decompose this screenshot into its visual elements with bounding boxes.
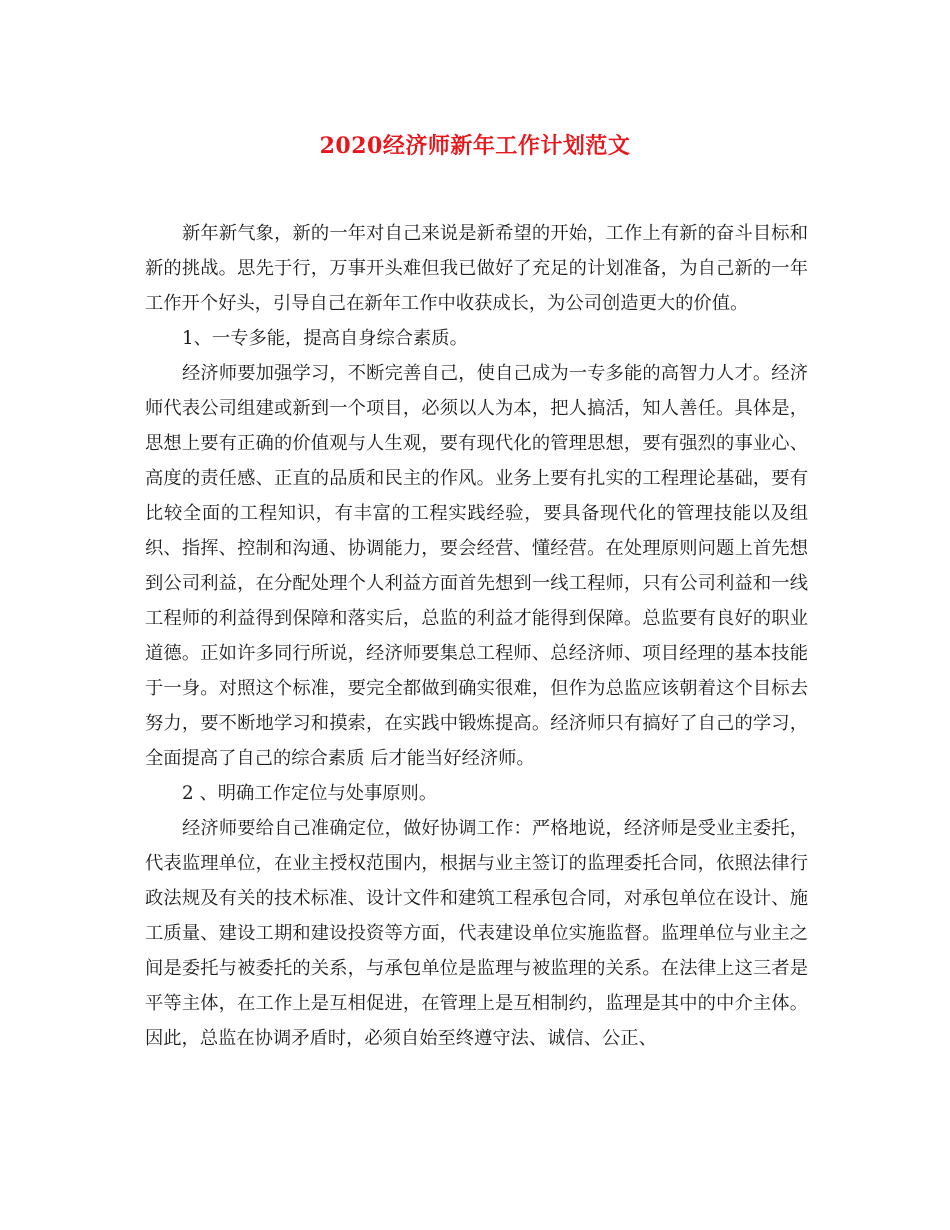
section-2-paragraph: 经济师要给自己准确定位，做好协调工作：严格地说，经济师是受业主委托，代表监理单位，在业主授权范围内，根据与业主签订的监理委托合同，依照法律行政法规及有关的技术标准、设计文件和建筑工程承包合同，对承包单位在设计、施工质量、建设工期和建设投资等方面，代表建设单位实施监督。监理单位与业主之间是委托与被委托的关系，与承包单位是监理与被监理的关系。在法律上这三者是平等主体，在工作上是互相促进，在管理上是互相制约，监理是其中的中介主体。因此，总监在协调矛盾时，必须自始至终遵守法、诚信、公正、 bbox=[145, 818, 808, 1049]
document-title: 2020经济师新年工作计划范文 bbox=[319, 133, 631, 159]
document-body bbox=[145, 216, 808, 1056]
section-heading-1: 1、一专多能，提高自身综合素质。 bbox=[182, 328, 468, 349]
intro-paragraph: 新年新气象，新的一年对自己来说是新希望的开始，工作上有新的奋斗目标和新的挑战。思先于行，万事开头难但我已做好了充足的计划准备，为自己新的一年工作开个好头，引导自己在新年工作中收获成长，为公司创造更大的价值。 bbox=[145, 223, 808, 314]
section-heading-2: 2 、明确工作定位与处事原则。 bbox=[182, 783, 438, 804]
section-1-paragraph: 经济师要加强学习，不断完善自己，使自己成为一专多能的高智力人才。经济师代表公司组建或新到一个项目，必须以人为本，把人搞活，知人善任。具体是，思想上要有正确的价值观与人生观，要有现代化的管理思想，要有强烈的事业心、高度的责任感、正直的品质和民主的作风。业务上要有扎实的工程理论基础，要有比较全面的工程知识，有丰富的工程实践经验，要具备现代化的管理技能以及组织、指挥、控制和沟通、协调能力，要会经营、懂经营。在处理原则问题上首先想到公司利益，在分配处理个人利益方面首先想到一线工程师，只有公司利益和一线工程师的利益得到保障和落实后，总监的利益才能得到保障。总监要有良好的职业道德。正如许多同行所说，经济师要集总工程师、总经济师、项目经理的基本技能于一身。对照这个标准，要完全都做到确实很难，但作为总监应该朝着这个目标去努力，要不断地学习和摸索，在实践中锻炼提高。经济师只有搞好了自己的学习，全面提高了自己的综合素质 后才能当好经济师。 bbox=[145, 363, 808, 769]
